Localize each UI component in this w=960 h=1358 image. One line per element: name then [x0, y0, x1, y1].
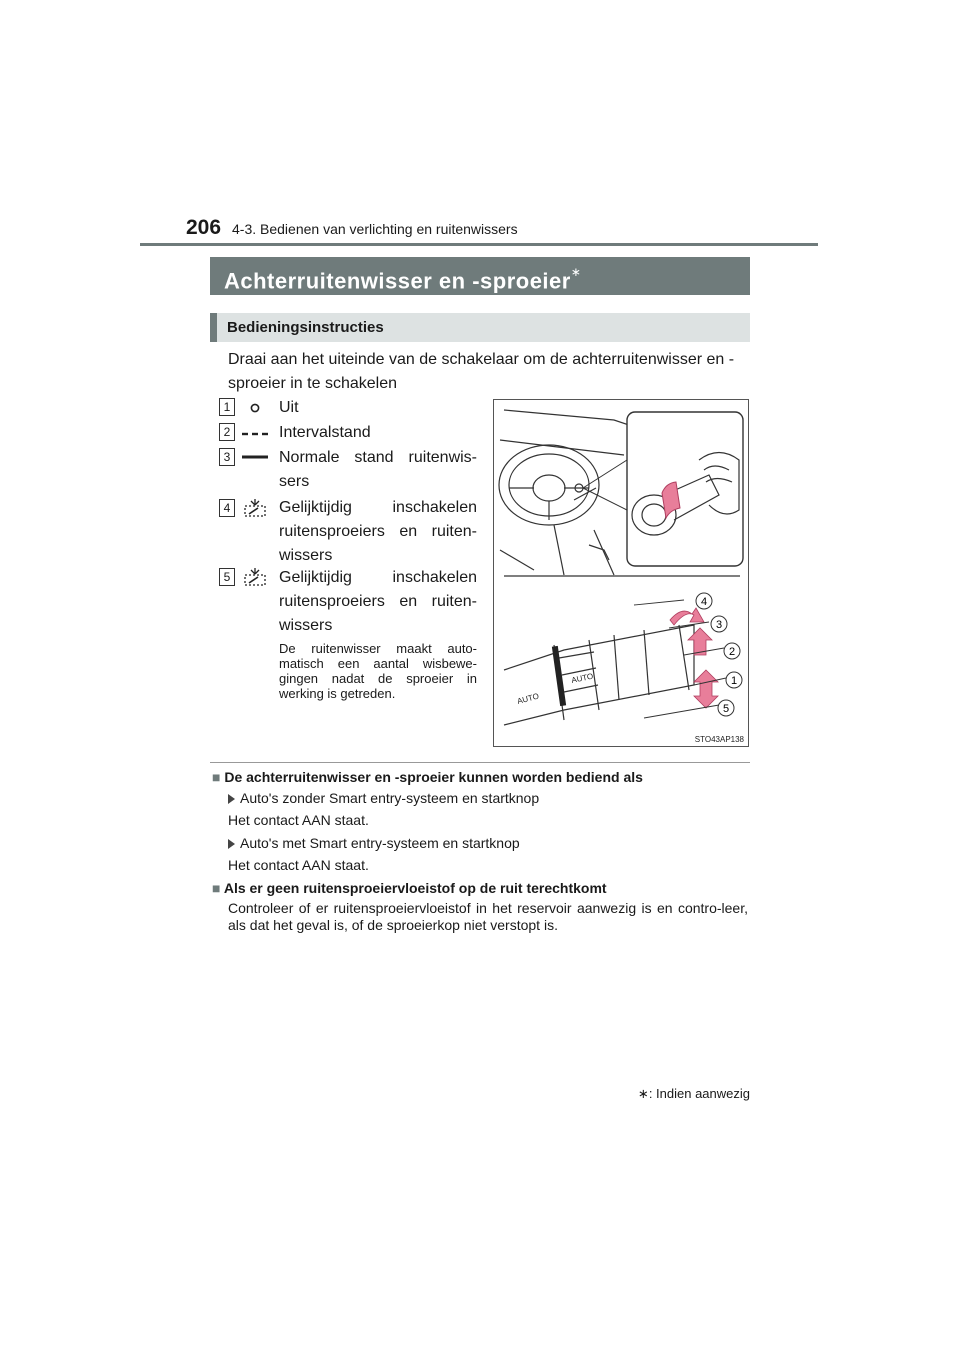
- note-heading-1: ■ De achterruitenwisser en -sproeier kunnen worden bediend als: [212, 769, 643, 785]
- header-rule: [140, 243, 818, 246]
- note-heading-1-text: De achterruitenwisser en -sproeier kunnen worden bediend als: [224, 769, 643, 785]
- illustration-code: STO43AP138: [694, 735, 744, 744]
- lever-auto-side-label: AUTO: [516, 691, 540, 706]
- wiper-lever-drawing: [494, 400, 748, 746]
- item-number-3: 3: [219, 448, 235, 466]
- condition-2-text: Auto's met Smart entry-systeem en startknop: [240, 835, 520, 851]
- arrow-bullet-icon: [228, 794, 235, 804]
- footnote-mark: ∗: [637, 1086, 649, 1101]
- condition-2-detail: Het contact AAN staat.: [228, 857, 369, 873]
- inset-detail-box: [627, 412, 743, 566]
- washer-wiper-icon: [240, 497, 270, 519]
- wiper-lever-illustration: [493, 399, 749, 747]
- condition-1-detail: Het contact AAN staat.: [228, 812, 369, 828]
- item-text-4: Gelijktijdig inschakelen ruitensproeiers en ruiten-wissers: [279, 499, 477, 564]
- callout-5: 5: [722, 703, 730, 715]
- washer-wiper-icon: [240, 566, 270, 588]
- lever-auto-label: AUTO: [570, 671, 595, 685]
- item-number-2: 2: [219, 423, 235, 441]
- item-number-4: 4: [219, 499, 235, 517]
- chapter-title: 4-3. Bedienen van verlichting en ruitenwissers: [232, 221, 518, 237]
- availability-mark: ∗: [570, 265, 582, 279]
- arrow-bullet-icon: [228, 839, 235, 849]
- callout-3: 3: [715, 619, 723, 631]
- section-separator: [210, 762, 750, 763]
- condition-2: [228, 835, 520, 851]
- item-number-5: 5: [219, 568, 235, 586]
- callout-1: 1: [730, 675, 738, 687]
- callout-4: 4: [700, 596, 708, 608]
- section-title: Achterruitenwisser en -sproeier: [224, 268, 571, 294]
- arrow-position-4: [670, 608, 704, 625]
- intro-text: Draai aan het uiteinde van de schakelaar om de achterruitenwisser en -sproeier in te schakelen: [228, 351, 735, 392]
- footnote: [638, 1086, 750, 1102]
- footnote-text: : Indien aanwezig: [648, 1086, 750, 1101]
- lever-drawing: [504, 625, 694, 725]
- item-number-1: 1: [219, 398, 235, 416]
- page-number: 206: [186, 216, 222, 239]
- note-heading-2: ■ Als er geen ruitensproeiervloeistof op de ruit terechtkomt: [212, 880, 607, 896]
- subsection-title: Bedieningsinstructies: [210, 313, 750, 342]
- intermittent-position-icon: [240, 423, 270, 445]
- item-text-5: Gelijktijdig inschakelen ruitensproeiers en ruiten-wissers: [279, 569, 477, 634]
- note-2-body: Controleer of er ruitensproeiervloeistof in het reservoir aanwezig is en contro-leer, als dat het geval is, of de sproeierkop niet verstopt is.: [228, 900, 748, 933]
- item-text-3: Normale stand ruitenwis-sers: [279, 449, 477, 490]
- off-position-icon: [240, 398, 270, 420]
- callout-2: 2: [728, 646, 736, 658]
- normal-position-icon: [240, 446, 270, 468]
- condition-1-text: Auto's zonder Smart entry-systeem en startknop: [240, 790, 540, 806]
- condition-1: [228, 790, 539, 806]
- item-text-1: Uit: [279, 399, 299, 416]
- item-note: De ruitenwisser maakt auto-matisch een aantal wisbewe-gingen nadat de sproeier in werking is getreden.: [279, 641, 477, 701]
- arrow-position-5: [694, 670, 718, 708]
- section-title-bar: [210, 257, 750, 295]
- item-text-2: Intervalstand: [279, 424, 371, 441]
- note-heading-2-text: Als er geen ruitensproeiervloeistof op de ruit terechtkomt: [223, 880, 607, 896]
